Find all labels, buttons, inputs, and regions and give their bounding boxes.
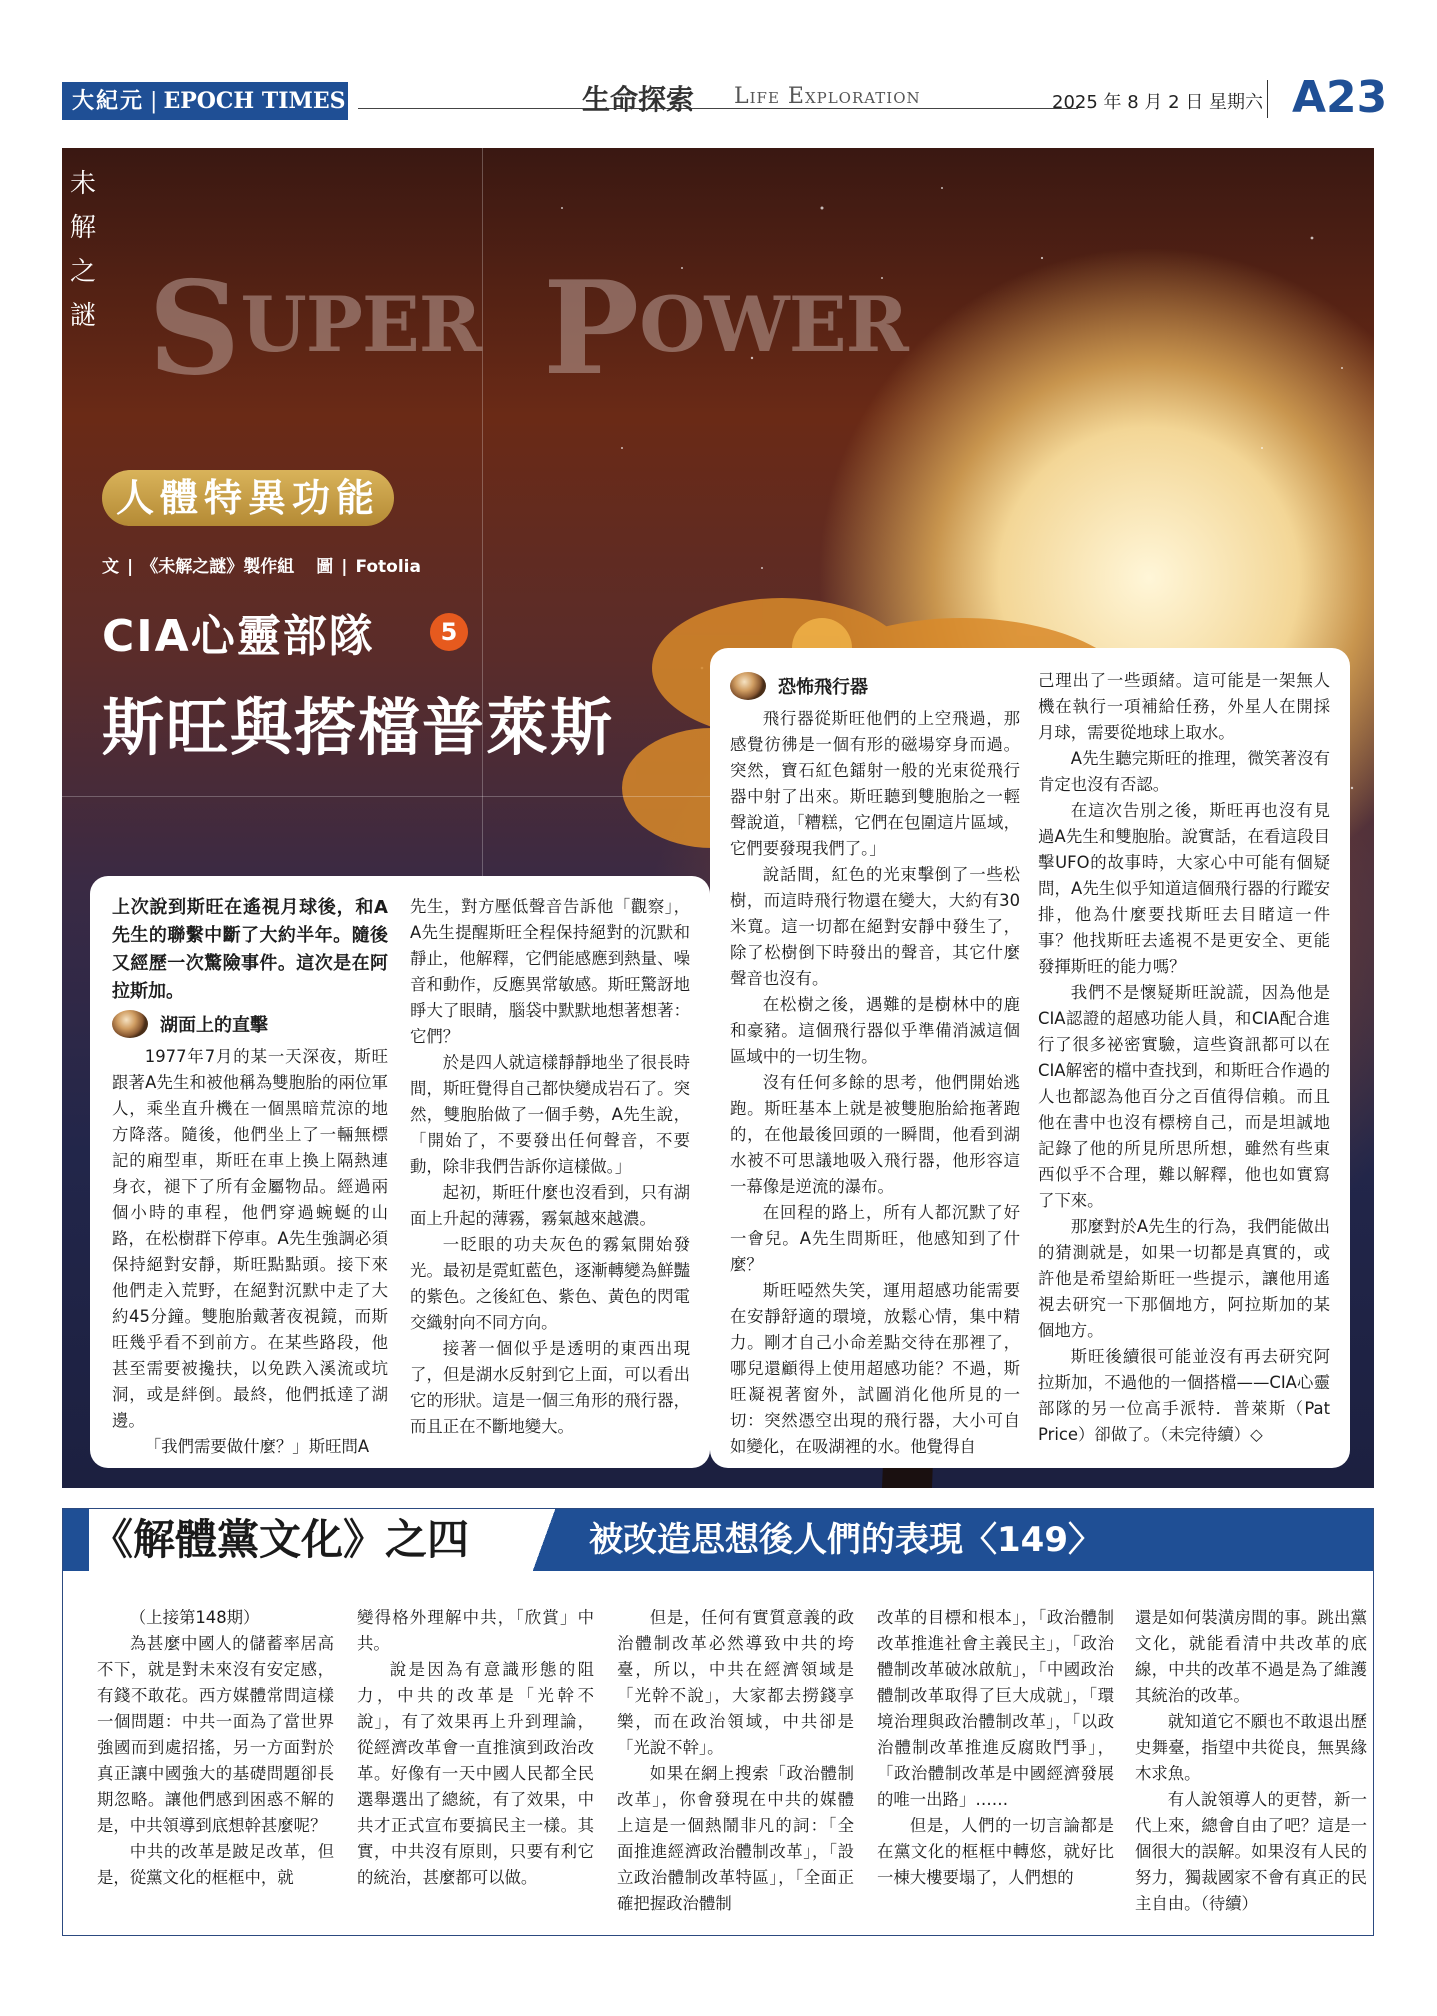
paragraph: 為甚麼中國人的儲蓄率居高不下，就是對未來沒有安定感，有錢不敢花。西方媒體常問這樣一個問題：中共一面為了當世界強國而到處招搖，另一方面對於真正讓中國強大的基礎問題卻長期忽略。讓他們感到困惑不解的是，中共領導到底想幹甚麼呢？	[97, 1634, 334, 1835]
paragraph: 斯旺後續很可能並沒有再去研究阿拉斯加，不過他的一個搭檔——CIA心靈部隊的另一位高手派特．普萊斯（Pat Price）卻做了。（未完待續）◇	[1038, 1347, 1330, 1444]
epoch-times-logo[interactable]	[62, 82, 348, 120]
subhead-text: 恐怖飛行器	[778, 677, 868, 698]
paragraph: 但是，任何有實質意義的政治體制改革必然導致中共的垮臺，所以，中共在經濟領域是「光幹不說」，大家都去撈錢享樂，而在政治領域，中共卻是「光說不幹」。	[617, 1608, 854, 1757]
paragraph: 起初，斯旺什麼也沒看到，只有湖面上升起的薄霧，霧氣越來越濃。	[410, 1183, 690, 1228]
article-lead: 上次說到斯旺在遙視月球後，和A先生的聯繫中斷了大約半年。隨後又經歷一次驚險事件。這次是在阿拉斯加。	[112, 897, 388, 1002]
paragraph: 但是，人們的一切言論都是在黨文化的框框中轉悠，就好比一棟大樓要塌了，人們想的	[877, 1816, 1114, 1887]
topic-badge: 人體特異功能	[102, 470, 394, 526]
column-episode-title: 被改造思想後人們的表現〈149〉	[561, 1509, 1373, 1571]
paragraph: 1977年7月的某一天深夜，斯旺跟著A先生和被他稱為雙胞胎的兩位軍人，乘坐直升機在一個黑暗荒涼的地方降落。隨後，他們坐上了一輛無標記的廂型車，斯旺在車上換上隔熱連身衣，褪下了所有金屬物品。經過兩個小時的車程，他們穿過蜿蜒的山路，在松樹群下停車。A先生強調必須保持絕對安靜，斯旺點點頭。接下來他們走入荒野，在絕對沉默中走了大約45分鐘。雙胞胎戴著夜視鏡，而斯旺幾乎看不到前方。在某些路段，他甚至需要被攙扶，以免跌入溪流或坑洞，或是絆倒。最終，他們抵達了湖邊。	[112, 1047, 388, 1430]
feature-article	[62, 148, 1374, 1488]
paragraph: 如果在網上搜索「政治體制改革」，你會發現在中共的媒體上這是一個熱鬧非凡的詞：「全面推進經濟政治體制改革」，「設立政治體制改革特區」，「全面正確把握政治體制	[617, 1764, 854, 1913]
article-column-3	[730, 668, 1020, 1460]
masthead-rule	[358, 108, 1078, 109]
paragraph: 己理出了一些頭緒。這可能是一架無人機在執行一項補給任務，外星人在開採月球，需要從地球上取水。	[1038, 671, 1330, 742]
column-text-1	[97, 1605, 334, 1891]
paragraph: 有人說領導人的更替，新一代上來，總會自由了吧？這是一個很大的誤解。如果沒有人民的努力，獨裁國家不會有真正的民主自由。（待續）	[1135, 1790, 1367, 1913]
article-column-2	[410, 894, 690, 1440]
watermark-word: UPER	[240, 280, 481, 369]
column-series-title: 《解體黨文化》之四	[91, 1511, 525, 1569]
part-number-badge: 5	[430, 613, 468, 651]
paragraph: 中共的改革是跛足改革，但是，從黨文化的框框中，就	[97, 1842, 334, 1887]
paragraph: 接著一個似乎是透明的東西出現了，但是湖水反射到它上面，可以看出它的形狀。這是一個三角形的飛行器，而且正在不斷地變大。	[410, 1339, 690, 1436]
byline-author: 《未解之謎》製作組	[141, 557, 295, 577]
byline-bar: |	[127, 557, 134, 577]
article-column-4	[1038, 668, 1330, 1448]
column-text-3	[617, 1605, 854, 1917]
paragraph: 說話間，紅色的光束擊倒了一些松樹，而這時飛行物還在變大，大約有30米寬。這一切都在絕對安靜中發生了，除了松樹倒下時發出的聲音，其它什麼聲音也沒有。	[730, 865, 1020, 988]
series-tag-char: 之	[70, 257, 97, 287]
byline-image-label: 圖	[316, 557, 334, 577]
subhead-terrifying-craft	[730, 672, 1020, 704]
planet-icon	[112, 1010, 148, 1038]
column-text-2	[357, 1605, 594, 1891]
planet-icon	[730, 672, 766, 700]
super-power-watermark	[148, 254, 908, 404]
section-title-english: Life Exploration	[734, 84, 921, 109]
article-panel-left	[90, 876, 710, 1468]
kicker-headline: CIA心靈部隊	[102, 611, 375, 662]
paragraph: 沒有任何多餘的思考，他們開始逃跑。斯旺基本上就是被雙胞胎給拖著跑的，在他最後回頭的一瞬間，他看到湖水被不可思議地吸入飛行器，他形容這一幕像是逆流的瀑布。	[730, 1073, 1020, 1196]
paragraph: 在這次告別之後，斯旺再也沒有見過A先生和雙胞胎。說實話，在看這段目擊UFO的故事時，大家心中可能有個疑問，A先生似乎知道這個飛行器的行蹤安排，他為什麼要找斯旺去目睹這一件事？他找斯旺去遙視不是更安全、更能發揮斯旺的能力嗎？	[1038, 801, 1330, 976]
section-title-chinese: 生命探索	[582, 83, 695, 116]
paragraph: 還是如何裝潢房間的事。跳出黨文化，就能看清中共改革的底線，中共的改革不過是為了維護其統治的改革。	[1135, 1608, 1367, 1705]
paragraph: 就知道它不願也不敢退出歷史舞臺，指望中共從良，無異緣木求魚。	[1135, 1712, 1367, 1783]
paragraph: 先生，對方壓低聲音告訴他「觀察」，A先生提醒斯旺全程保持絕對的沉默和靜止，他解釋，它們能感應到熱量、噪音和動作，反應異常敏感。斯旺驚訝地睜大了眼睛，腦袋中默默地想著想著：它們？	[410, 897, 690, 1046]
byline-text-label: 文	[102, 557, 119, 577]
paragraph: 改革的目標和根本」，「政治體制改革推進社會主義民主」，「政治體制改革破冰啟航」，「中國政治體制改革取得了巨大成就」，「環境治理與政治體制改革」，「以政治體制改革推進反腐敗鬥爭」，「政治體制改革是中國經濟發展的唯一出路」……	[877, 1608, 1114, 1809]
title-bar-accent	[63, 1509, 89, 1571]
column-text-4	[877, 1605, 1114, 1891]
paragraph: 我們不是懷疑斯旺說謊，因為他是CIA認證的超感功能人員，和CIA配合進行了很多祕密實驗，這些資訊都可以在CIA解密的檔中查找到，和斯旺合作過的人也都認為他百分之百值得信賴。而且他在書中也沒有標榜自己，而是坦誠地記錄了他的所見所思所想，雖然有些東西似乎不合理，難以解釋，他也如實寫了下來。	[1038, 983, 1330, 1210]
paragraph: 斯旺啞然失笑，運用超感功能需要在安靜舒適的環境，放鬆心情，集中精力。剛才自己小命差點交待在那裡了，哪兒還顧得上使用超感功能？不過，斯旺凝視著窗外，試圖消化他所見的一切：突然憑空出現的飛行器，大小可自如變化，在吸湖裡的水。他覺得自	[730, 1281, 1020, 1456]
paragraph: 說是因為有意識形態的阻力，中共的改革是「光幹不說」，有了效果再上升到理論，從經濟改革會一直推演到政治改革。好像有一天中國人民都全民選舉選出了總統，有了效果，中共才正式宣布要搞民主一樣。其實，中共沒有原則，只要有利它的統治，甚麼都可以做。	[357, 1660, 594, 1887]
article-column-1	[112, 894, 388, 1460]
paragraph: 一眨眼的功夫灰色的霧氣開始發光。最初是霓虹藍色，逐漸轉變為鮮豔的紫色。之後紅色、紫色、黃色的閃電交織射向不同方向。	[410, 1235, 690, 1332]
logo-separator: |	[150, 89, 158, 114]
party-culture-column	[62, 1508, 1374, 1936]
paragraph: A先生聽完斯旺的推理，微笑著沒有肯定也沒有否認。	[1038, 749, 1330, 794]
series-tag-char: 未	[70, 169, 97, 199]
paragraph: 飛行器從斯旺他們的上空飛過，那感覺彷彿是一個有形的磁場穿身而過。突然，寶石紅色鐳射一般的光束從飛行器中射了出來。斯旺聽到雙胞胎之一輕聲說道，「糟糕，它們在包圍這片區域，它們要發現我們了。」	[730, 709, 1020, 858]
paragraph: （上接第148期）	[129, 1608, 260, 1627]
byline-bar: |	[341, 557, 348, 577]
logo-chinese: 大紀元	[72, 88, 145, 114]
title-bar-slant	[527, 1509, 561, 1571]
paragraph: 「我們需要做什麼？」斯旺問A	[144, 1437, 370, 1456]
masthead	[62, 72, 1388, 126]
series-tag	[70, 162, 97, 338]
paragraph: 在松樹之後，遇難的是樹林中的鹿和豪豬。這個飛行器似乎準備消滅這個區域中的一切生物。	[730, 995, 1020, 1066]
main-headline: 斯旺與搭檔普萊斯	[102, 691, 615, 764]
column-text-5	[1135, 1605, 1367, 1917]
series-tag-char: 解	[70, 213, 97, 243]
series-tag-char: 謎	[70, 301, 97, 331]
byline	[102, 552, 421, 577]
subhead-lake-sighting	[112, 1010, 388, 1042]
watermark-letter: P	[542, 254, 640, 404]
masthead-divider	[1267, 80, 1268, 118]
paragraph: 於是四人就這樣靜靜地坐了很長時間，斯旺覺得自己都快變成岩石了。突然，雙胞胎做了一個手勢，A先生說，「開始了，不要發出任何聲音，不要動，除非我們告訴你這樣做。」	[410, 1053, 690, 1176]
watermark-letter: S	[148, 254, 241, 404]
page-number: A23	[1292, 72, 1388, 123]
issue-date: 2025 年 8 月 2 日 星期六	[1052, 92, 1264, 113]
logo-english: EPOCH TIMES	[163, 88, 346, 114]
byline-image-source: Fotolia	[355, 557, 421, 577]
watermark-word: OWER	[639, 280, 908, 369]
article-panel-right	[710, 648, 1350, 1468]
paragraph: 在回程的路上，所有人都沉默了好一會兒。A先生問斯旺，他感知到了什麼？	[730, 1203, 1020, 1274]
paragraph: 變得格外理解中共，「欣賞」中共。	[357, 1608, 594, 1653]
subhead-text: 湖面上的直擊	[160, 1015, 268, 1036]
paragraph: 那麼對於A先生的行為，我們能做出的猜測就是，如果一切都是真實的，或許他是希望給斯旺一些提示，讓他用遙視去研究一下那個地方，阿拉斯加的某個地方。	[1038, 1217, 1330, 1340]
guide-line	[62, 796, 762, 797]
